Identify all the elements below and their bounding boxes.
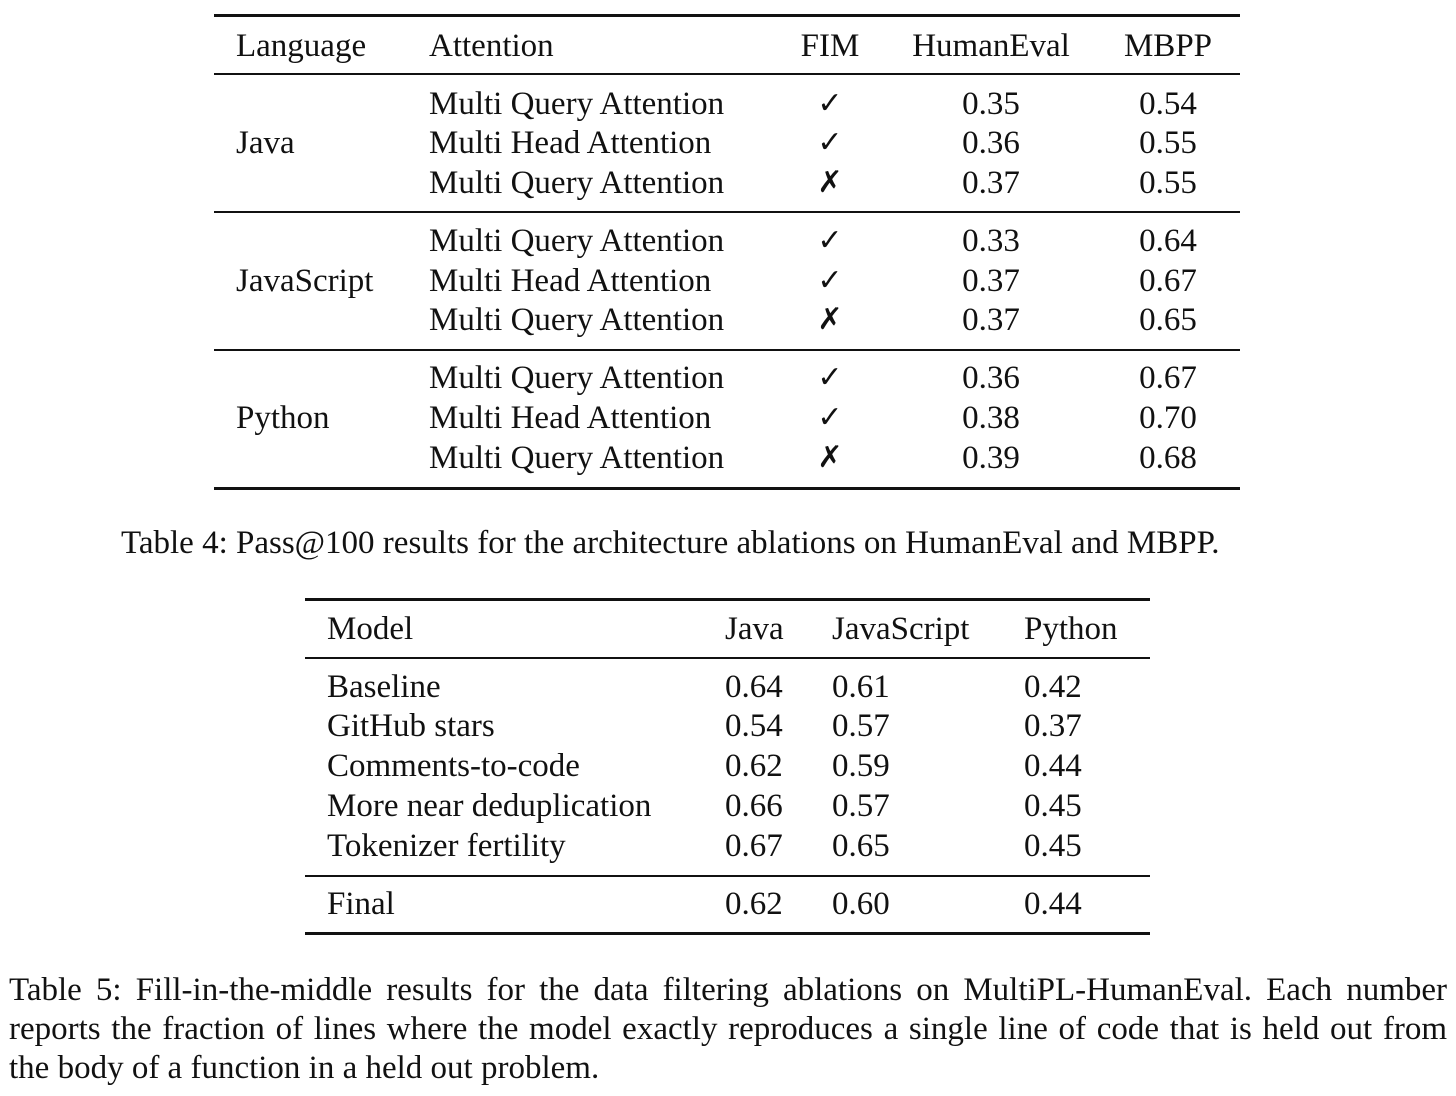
mbpp-cell: 0.55	[1139, 125, 1197, 161]
humaneval-cell: 0.37	[962, 302, 1020, 338]
group-language: JavaScript	[236, 263, 374, 299]
mbpp-cell: 0.68	[1139, 440, 1197, 476]
javascript-cell: 0.65	[832, 828, 890, 864]
final-model-cell: Final	[327, 886, 395, 922]
model-cell: Baseline	[327, 669, 441, 705]
python-cell: 0.44	[1024, 748, 1082, 784]
fim-check-icon: ✓	[817, 263, 843, 298]
attention-cell: Multi Head Attention	[429, 400, 712, 436]
group-language: Python	[236, 400, 330, 436]
header-javascript: JavaScript	[832, 611, 970, 647]
attention-cell: Multi Query Attention	[429, 86, 725, 122]
final-python-cell: 0.44	[1024, 886, 1082, 922]
mbpp-cell: 0.55	[1139, 165, 1197, 201]
humaneval-cell: 0.37	[962, 165, 1020, 201]
header-language: Language	[236, 28, 367, 64]
bottom-rule	[214, 487, 1240, 490]
attention-cell: Multi Head Attention	[429, 263, 712, 299]
table-4-caption: Table 4: Pass@100 results for the architecture ablations on HumanEval and MBPP.	[121, 525, 1220, 561]
humaneval-cell: 0.36	[962, 125, 1020, 161]
bottom-rule	[305, 932, 1150, 935]
humaneval-cell: 0.33	[962, 223, 1020, 259]
java-cell: 0.64	[725, 669, 783, 705]
fim-cross-icon: ✗	[817, 165, 843, 200]
attention-cell: Multi Query Attention	[429, 223, 725, 259]
javascript-cell: 0.57	[832, 708, 890, 744]
group-rule	[214, 211, 1240, 213]
fim-cross-icon: ✗	[817, 302, 843, 337]
header-model: Model	[327, 611, 414, 647]
group-language: Java	[236, 125, 295, 161]
model-cell: More near deduplication	[327, 788, 652, 824]
java-cell: 0.54	[725, 708, 783, 744]
header-fim: FIM	[800, 28, 860, 64]
mid-rule	[305, 657, 1150, 659]
java-cell: 0.67	[725, 828, 783, 864]
top-rule	[214, 14, 1240, 17]
javascript-cell: 0.59	[832, 748, 890, 784]
mbpp-cell: 0.65	[1139, 302, 1197, 338]
table-5-caption: Table 5: Fill-in-the-middle results for the data filtering ablations on MultiPL-HumanEval. Each number reports the fraction of lines where the model exactly reproduces a single line of code that is held out from the body of a function in a held out problem.	[9, 972, 1447, 1086]
attention-cell: Multi Query Attention	[429, 302, 725, 338]
mbpp-cell: 0.67	[1139, 263, 1197, 299]
fim-cross-icon: ✗	[817, 440, 843, 475]
javascript-cell: 0.61	[832, 669, 890, 705]
final-rule	[305, 875, 1150, 877]
python-cell: 0.42	[1024, 669, 1082, 705]
attention-cell: Multi Query Attention	[429, 360, 725, 396]
python-cell: 0.45	[1024, 828, 1082, 864]
model-cell: Tokenizer fertility	[327, 828, 566, 864]
fim-check-icon: ✓	[817, 400, 843, 435]
header-humaneval: HumanEval	[912, 28, 1070, 64]
mbpp-cell: 0.67	[1139, 360, 1197, 396]
header-java: Java	[725, 611, 784, 647]
humaneval-cell: 0.36	[962, 360, 1020, 396]
group-rule	[214, 349, 1240, 351]
header-mbpp: MBPP	[1123, 28, 1213, 64]
humaneval-cell: 0.39	[962, 440, 1020, 476]
model-cell: Comments-to-code	[327, 748, 580, 784]
fim-check-icon: ✓	[817, 86, 843, 121]
javascript-cell: 0.57	[832, 788, 890, 824]
humaneval-cell: 0.35	[962, 86, 1020, 122]
java-cell: 0.66	[725, 788, 783, 824]
humaneval-cell: 0.38	[962, 400, 1020, 436]
top-rule	[305, 598, 1150, 601]
mbpp-cell: 0.64	[1139, 223, 1197, 259]
fim-check-icon: ✓	[817, 223, 843, 258]
mbpp-cell: 0.54	[1139, 86, 1197, 122]
fim-check-icon: ✓	[817, 125, 843, 160]
final-java-cell: 0.62	[725, 886, 783, 922]
fim-check-icon: ✓	[817, 360, 843, 395]
model-cell: GitHub stars	[327, 708, 495, 744]
humaneval-cell: 0.37	[962, 263, 1020, 299]
python-cell: 0.45	[1024, 788, 1082, 824]
python-cell: 0.37	[1024, 708, 1082, 744]
mid-rule	[214, 73, 1240, 75]
java-cell: 0.62	[725, 748, 783, 784]
attention-cell: Multi Head Attention	[429, 125, 712, 161]
attention-cell: Multi Query Attention	[429, 165, 725, 201]
mbpp-cell: 0.70	[1139, 400, 1197, 436]
header-python: Python	[1024, 611, 1118, 647]
final-javascript-cell: 0.60	[832, 886, 890, 922]
attention-cell: Multi Query Attention	[429, 440, 725, 476]
header-attention: Attention	[429, 28, 554, 64]
